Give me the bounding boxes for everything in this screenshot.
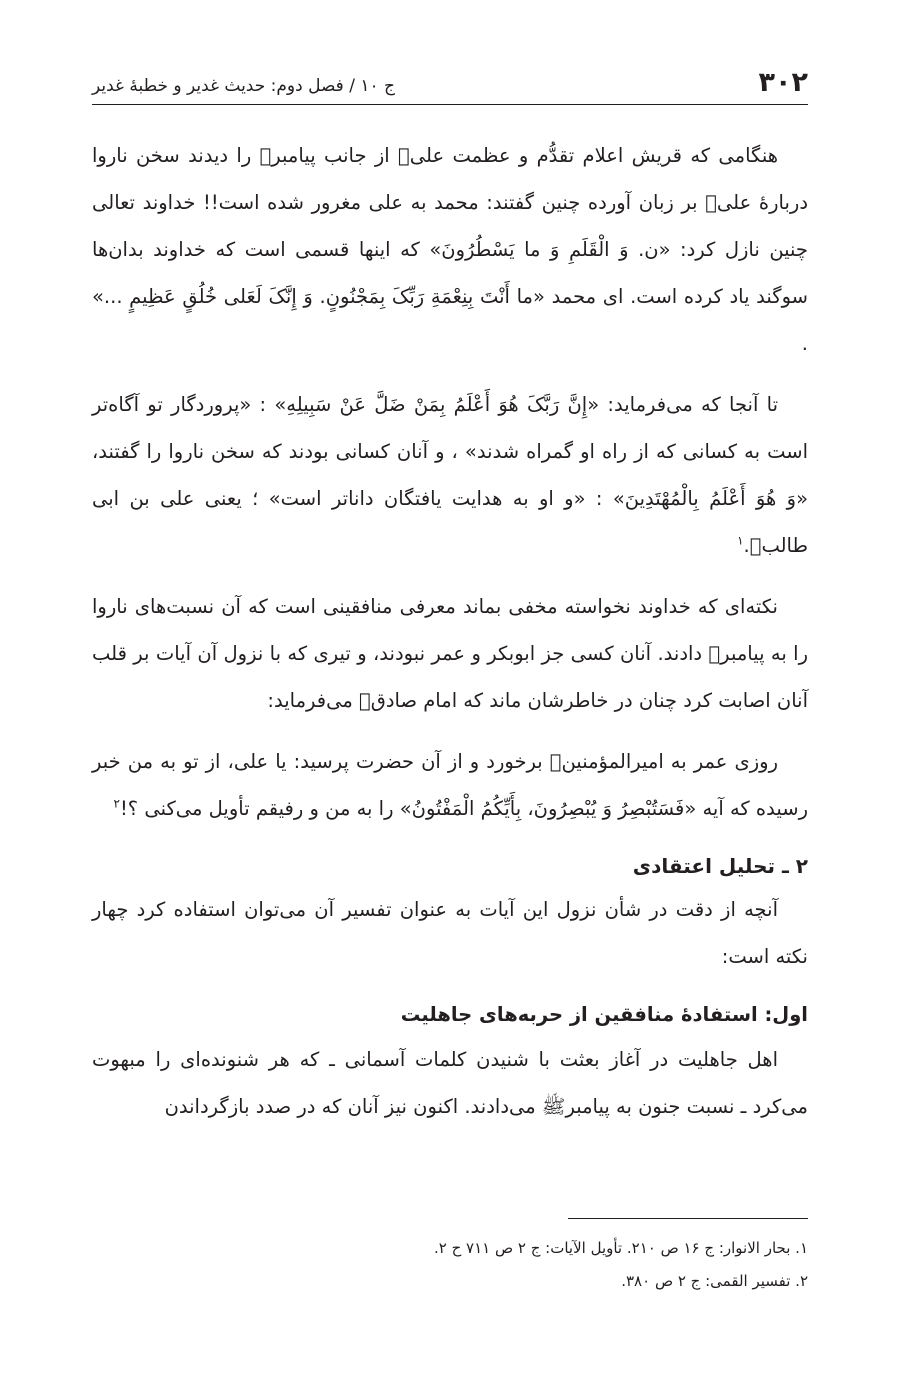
section-heading: ۲ ـ تحلیل اعتقادی (632, 854, 808, 878)
footnote: ۲. تفسیر القمی: ج ۲ ص ۳۸۰. (621, 1272, 808, 1290)
footnote-divider (568, 1218, 808, 1219)
paragraph: هنگامی که قریش اعلام تقدُّم و عظمت علیؑ از جانب پیامبرﷺ را دیدند سخن ناروا دربارۀ علیؑ بر زبان آورده چنین گفتند: محمد به علی مغرور شده است!! خداوند تعالی چنین نازل کرد: «ن. وَ الْقَلَمِ وَ ما یَسْطُرُونَ» که اینها قسمی است که خداوند بدان‌ها سوگند یاد کرده است. ای محمد «ما أَنْتَ بِنِعْمَةِ رَبِّکَ بِمَجْنُونٍ. وَ إِنَّکَ لَعَلی خُلُقٍ عَظِیمٍ ...» . (92, 144, 808, 355)
page-header (92, 60, 808, 105)
footnotes (92, 1232, 808, 1298)
page-body (92, 132, 808, 1144)
footnote-ref: ۱ (737, 533, 744, 548)
footnote: ۱. بحار الانوار: ج ۱۶ ص ۲۱۰. تأویل الآیات: ج ۲ ص ۷۱۱ ح ۲. (433, 1239, 808, 1257)
footnote-ref: ۲ (113, 796, 120, 811)
paragraph (92, 381, 808, 569)
page-number: ۳۰۲ (758, 67, 808, 98)
paragraph-text: تا آنجا که می‌فرماید: «إِنَّ رَبَّکَ هُوَ أَعْلَمُ بِمَنْ ضَلَّ عَنْ سَبِیلِهِ» : «پروردگار تو آگاه‌تر است به کسانی که از راه او گمراه شدند» ، و آنان کسانی بودند که سخن ناروا را گفتند، «وَ هُوَ أَعْلَمُ بِالْمُهْتَدِینَ» : «و او به هدایت یافتگان داناتر است» ؛ یعنی علی بن ابی طالبؑ. (92, 393, 808, 557)
subsection-heading: اول: استفادۀ منافقین از حربه‌های جاهلیت (400, 1003, 808, 1026)
paragraph (92, 738, 808, 832)
paragraph-text: روزی عمر به امیرالمؤمنینؑ برخورد و از آن حضرت پرسید: یا علی، از تو به من خبر رسیده که آیه «فَسَتُبْصِرُ وَ یُبْصِرُونَ، بِأَیِّکُمُ الْمَفْتُونُ» را به من و رفیقم تأویل می‌کنی ؟! (92, 750, 808, 820)
paragraph: اهل جاهلیت در آغاز بعثت با شنیدن کلمات آسمانی ـ که هر شنونده‌ای را مبهوت می‌کرد ـ نسبت جنون به پیامبرﷺ می‌دادند. اکنون نیز آنان که در صدد بازگرداندن (92, 1048, 808, 1118)
paragraph: آنچه از دقت در شأن نزول این آیات به عنوان تفسیر آن می‌توان استفاده کرد چهار نکته است: (92, 898, 808, 968)
book-page (92, 60, 808, 1360)
paragraph: نکته‌ای که خداوند نخواسته مخفی بماند معرفی منافقینی است که آن نسبت‌های ناروا را به پیامبرﷺ دادند. آنان کسی جز ابوبکر و عمر نبودند، و تیری که با نزول آن آیات بر قلب آنان اصابت کرد چنان در خاطرشان ماند که امام صادقؑ می‌فرماید: (92, 595, 808, 712)
running-head: ج ۱۰ / فصل دوم: حدیث غدیر و خطبۀ غدیر (92, 76, 396, 96)
